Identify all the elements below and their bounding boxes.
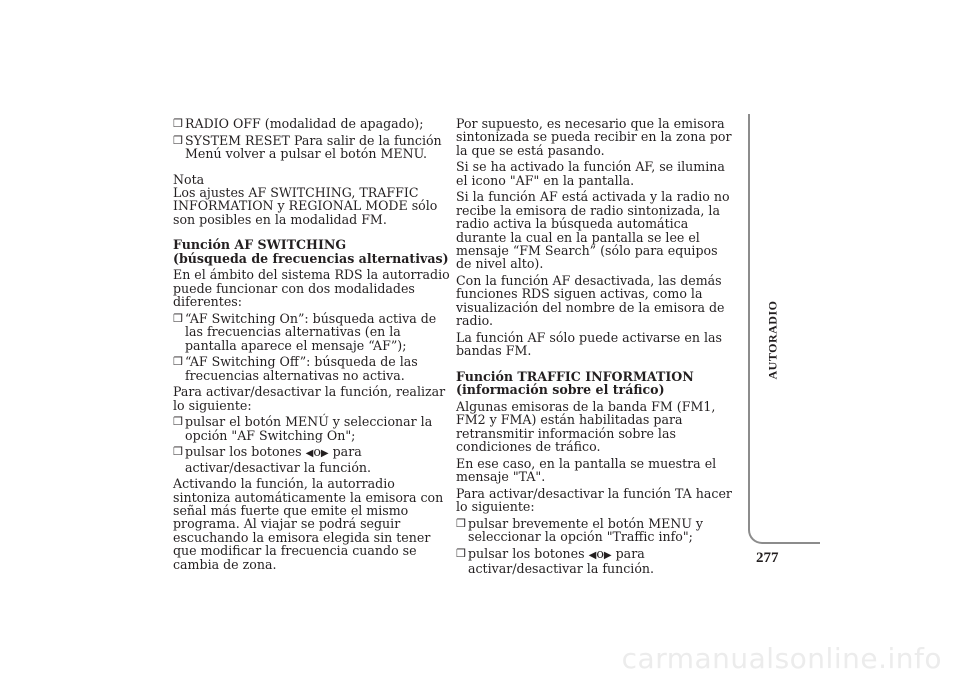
bullet-text: pulsar el botón MENÚ y seleccionar la opción "AF Switching On"; xyxy=(185,414,433,443)
paragraph: En ese caso, en la pantalla se muestra el mensaje "TA". xyxy=(456,455,717,485)
list-item xyxy=(173,445,453,474)
traffic-info-heading: Función TRAFFIC INFORMATION xyxy=(456,368,694,384)
list-item xyxy=(456,547,736,576)
left-column xyxy=(173,117,453,574)
checkbox-bullet-icon: ❒ xyxy=(173,415,183,429)
af-subheading: (búsqueda de frecuencias alternativas) xyxy=(173,250,449,266)
paragraph: Algunas emisoras de la banda FM (FM1, FM2 y FMA) están habilitadas para retransmitir información sobre las condiciones de tráfico. xyxy=(456,398,716,455)
or-text: o xyxy=(313,444,321,460)
bullet-text: “AF Switching Off”: búsqueda de las frecuencias alternativas no activa. xyxy=(185,354,418,383)
bullet-text: pulsar los botones xyxy=(185,444,302,460)
paragraph: Con la función AF desactivada, las demás funciones RDS siguen activas, como la visualización del nombre de la emisora de radio. xyxy=(456,273,725,329)
af-heading: Función AF SWITCHING xyxy=(173,237,347,253)
closing-paragraph: Activando la función, la autorradio sintoniza automáticamente la emisora con señal más fuerte que emite el mismo programa. Al viajar se podrá seguir escuchando la emisora elegida sin tener que modificar la frecuencia cuando se cambia de zona. xyxy=(173,476,444,572)
list-item xyxy=(456,517,736,544)
list-item xyxy=(173,312,453,352)
bullet-text: SYSTEM RESET Para salir de la función Menú volver a pulsar el botón MENU. xyxy=(185,132,442,161)
af-intro: En el ámbito del sistema RDS la autorradio puede funcionar con dos modalidades diferentes: xyxy=(173,267,450,310)
right-arrow-icon: ▶ xyxy=(320,448,329,460)
bullet-text: pulsar los botones xyxy=(468,545,585,561)
list-item xyxy=(173,355,453,382)
paragraph: Por supuesto, es necesario que la emisora sintonizada se pueda recibir en la zona por la que se está pasando. xyxy=(456,116,732,158)
section-tab-frame xyxy=(748,114,820,544)
checkbox-bullet-icon: ❒ xyxy=(456,546,466,560)
checkbox-bullet-icon: ❒ xyxy=(173,355,183,369)
note-title: Nota xyxy=(173,171,205,187)
list-item xyxy=(173,415,453,442)
left-arrow-icon: ◀ xyxy=(305,448,314,460)
bullet-text: pulsar brevemente el botón MENU y seleccionar la opción "Traffic info"; xyxy=(468,515,704,545)
page-number: 277 xyxy=(756,550,779,566)
right-column xyxy=(456,117,736,579)
checkbox-bullet-icon: ❒ xyxy=(173,117,183,130)
left-arrow-icon: ◀ xyxy=(588,549,597,561)
bullet-text: para activar/desactivar la función. xyxy=(468,545,655,577)
bullet-text: para activar/desactivar la función. xyxy=(185,444,372,475)
paragraph: Si la función AF está activada y la radio no recibe la emisora de radio sintonizada, la radio activa la búsqueda automática durante la cual en la pantalla se lee el mensaje “FM Search” (sólo para equipos de nivel alto). xyxy=(456,189,730,272)
checkbox-bullet-icon: ❒ xyxy=(173,445,183,459)
note-text: Los ajustes AF SWITCHING, TRAFFIC INFORMATION y REGIONAL MODE sólo son posibles en la modalidad FM. xyxy=(173,185,438,227)
watermark: carmanualsonline.info xyxy=(621,642,942,675)
or-text: o xyxy=(596,545,604,561)
paragraph: Si se ha activado la función AF, se ilumina el icono "AF" en la pantalla. xyxy=(456,159,725,188)
list-item xyxy=(173,134,453,161)
checkbox-bullet-icon: ❒ xyxy=(456,516,466,530)
checkbox-bullet-icon: ❒ xyxy=(173,311,183,325)
activate-intro: Para activar/desactivar la función, realizar lo siguiente: xyxy=(173,384,446,413)
bullet-text: RADIO OFF (modalidad de apagado); xyxy=(185,116,424,131)
bullet-text: “AF Switching On”: búsqueda activa de las frecuencias alternativas (en la pantalla aparece el mensaje “AF”); xyxy=(185,310,437,353)
right-arrow-icon: ▶ xyxy=(603,549,612,561)
checkbox-bullet-icon: ❒ xyxy=(173,133,183,147)
paragraph: La función AF sólo puede activarse en las bandas FM. xyxy=(456,329,722,359)
list-item xyxy=(173,117,453,130)
paragraph: Para activar/desactivar la función TA hacer lo siguiente: xyxy=(456,485,732,515)
traffic-info-subheading: (información sobre el tráfico) xyxy=(456,382,665,398)
section-tab-label: AUTORADIO xyxy=(765,300,780,380)
